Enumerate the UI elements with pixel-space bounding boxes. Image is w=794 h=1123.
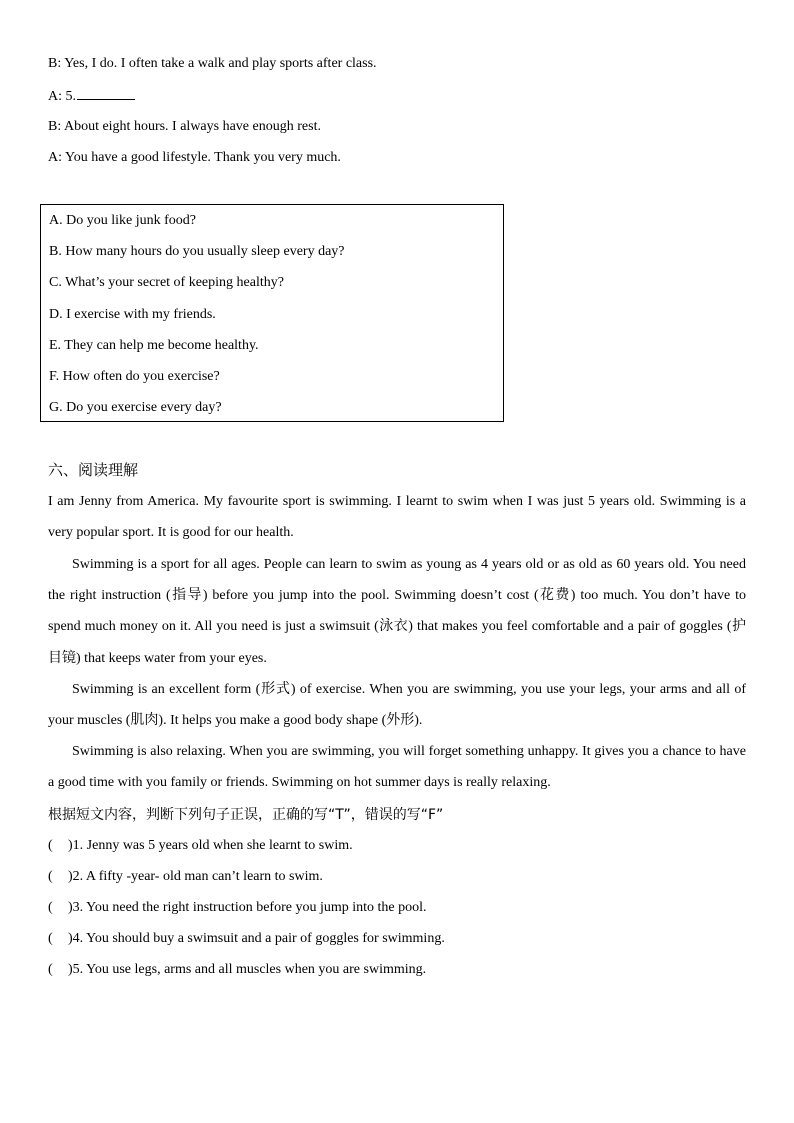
dialogue-line-1: B: Yes, I do. I often take a walk and play sports after class. — [48, 56, 377, 71]
option-e: E. They can help me become healthy. — [49, 338, 259, 353]
option-g: G. Do you exercise every day? — [49, 400, 222, 415]
question-1 — [48, 837, 353, 855]
question-3 — [48, 899, 427, 917]
question-4-text: )4. You should buy a swimsuit and a pair of goggles for swimming. — [68, 931, 445, 946]
dialogue-line-3: B: About eight hours. I always have enough rest. — [48, 119, 321, 134]
option-f: F. How often do you exercise? — [49, 369, 220, 384]
question-5-text: )5. You use legs, arms and all muscles when you are swimming. — [68, 962, 427, 977]
passage-paragraph-3: Swimming is an excellent form (形式) of exercise. When you are swimming, you use your legs, your arms and all of your muscles (肌肉). It helps you make a good body shape (外形). — [48, 682, 746, 729]
answer-paren[interactable]: ( — [48, 931, 53, 946]
dialogue-line-2-text: A: 5. — [48, 89, 76, 104]
question-1-text: )1. Jenny was 5 years old when she learnt to swim. — [68, 838, 353, 853]
question-instruction: 根据短文内容，判断下列句子正误，正确的写“T”，错误的写“F” — [48, 807, 444, 823]
question-2-text: )2. A fifty -year- old man can’t learn to swim. — [68, 869, 323, 884]
options-box — [40, 204, 504, 422]
option-d: D. I exercise with my friends. — [49, 307, 216, 322]
question-5 — [48, 961, 426, 979]
option-c: C. What’s your secret of keeping healthy? — [49, 275, 284, 290]
passage-paragraph-1: I am Jenny from America. My favourite sport is swimming. I learnt to swim when I was just 5 years old. Swimming is a very popular sport. It is good for our health. — [48, 494, 746, 541]
answer-paren[interactable]: ( — [48, 962, 53, 977]
dialogue-line-2 — [48, 87, 135, 106]
question-3-text: )3. You need the right instruction before you jump into the pool. — [68, 900, 427, 915]
passage-paragraph-4: Swimming is also relaxing. When you are swimming, you will forget something unhappy. It gives you a chance to have a good time with you family or friends. Swimming on hot summer days is really relaxing. — [48, 744, 746, 791]
answer-paren[interactable]: ( — [48, 900, 53, 915]
section-title: 六、阅读理解 — [48, 461, 139, 479]
question-4 — [48, 930, 445, 948]
passage-paragraph-2: Swimming is a sport for all ages. People can learn to swim as young as 4 years old or as old as 60 years old. You need the right instruction (指导) before you jump into the pool. Swimming doesn’t cost (花费) too much. You don’t have to spend much money on it. All you need is just a swimsuit (泳衣) that makes you feel comfortable and a pair of goggles (护目镜) that keeps water from your eyes. — [48, 557, 746, 666]
answer-blank-5[interactable] — [77, 87, 135, 100]
question-2 — [48, 868, 323, 886]
option-a: A. Do you like junk food? — [49, 213, 196, 228]
option-b: B. How many hours do you usually sleep every day? — [49, 244, 345, 259]
answer-paren[interactable]: ( — [48, 869, 53, 884]
answer-paren[interactable]: ( — [48, 838, 53, 853]
dialogue-line-4: A: You have a good lifestyle. Thank you very much. — [48, 150, 341, 165]
